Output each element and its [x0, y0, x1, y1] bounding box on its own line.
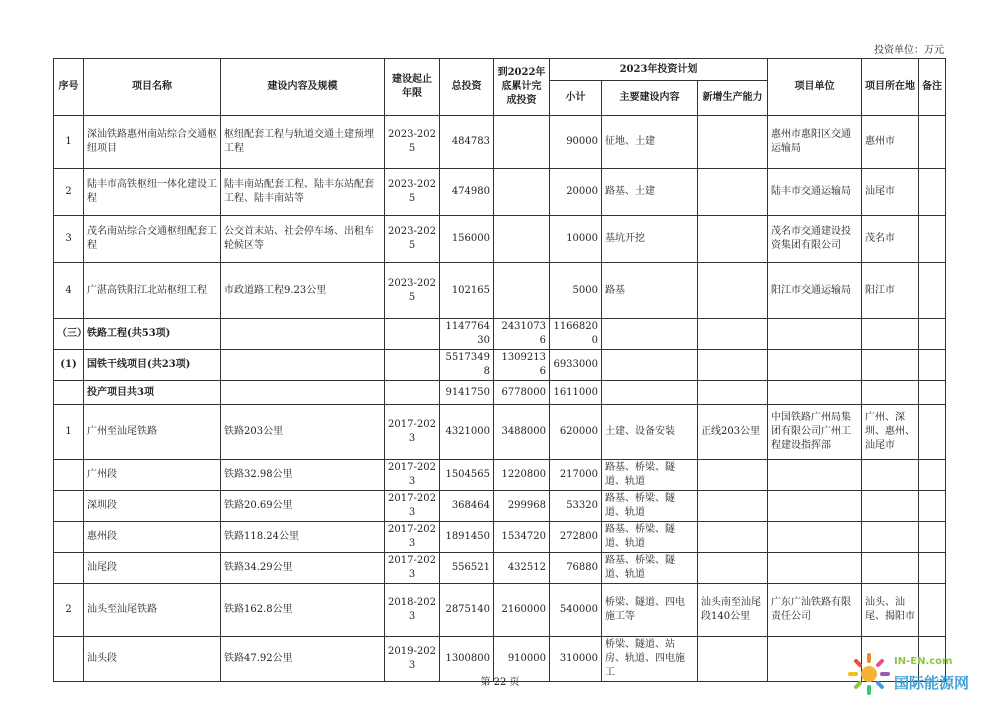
watermark-top: IN-EN.com: [894, 656, 953, 667]
cell-seq: [54, 553, 84, 584]
cell-seq: 3: [54, 216, 84, 263]
cell-unit: [768, 553, 862, 584]
table-row: [54, 319, 946, 350]
cell-total: 2875140: [440, 584, 494, 637]
cell-subtotal: 76880: [550, 553, 602, 584]
cell-content: 市政道路工程9.23公里: [221, 263, 385, 319]
table-row: [54, 553, 946, 584]
cell-capacity: [698, 319, 768, 350]
cell-name: 广湛高铁阳江北站枢纽工程: [84, 263, 221, 319]
cell-subtotal: 272800: [550, 522, 602, 553]
cell-location: 汕尾市: [862, 169, 919, 216]
cell-total: 4321000: [440, 405, 494, 460]
cell-cumulative: 3488000: [494, 405, 550, 460]
cell-unit: [768, 319, 862, 350]
cell-location: [862, 350, 919, 381]
cell-content: 铁路20.69公里: [221, 491, 385, 522]
cell-cumulative: 24310736: [494, 319, 550, 350]
cell-capacity: [698, 216, 768, 263]
cell-period: 2017-2023: [385, 491, 440, 522]
cell-remark: [919, 216, 946, 263]
cell-location: 广州、深圳、惠州、汕尾市: [862, 405, 919, 460]
table-row: [54, 116, 946, 169]
cell-cumulative: [494, 263, 550, 319]
cell-name: 深汕铁路惠州南站综合交通枢纽项目: [84, 116, 221, 169]
cell-total: 1891450: [440, 522, 494, 553]
cell-location: [862, 381, 919, 405]
cell-main-content: 路基、桥梁、隧道、轨道: [602, 522, 698, 553]
unit-label: 投资单位：万元: [874, 45, 944, 56]
cell-subtotal: 10000: [550, 216, 602, 263]
cell-remark: [919, 319, 946, 350]
cell-cumulative: 299968: [494, 491, 550, 522]
cell-unit: 茂名市交通建设投资集团有限公司: [768, 216, 862, 263]
header-location: 项目所在地: [862, 59, 919, 116]
cell-subtotal: 90000: [550, 116, 602, 169]
header-period: 建设起止年限: [385, 59, 440, 116]
cell-location: 阳江市: [862, 263, 919, 319]
cell-total: 156000: [440, 216, 494, 263]
cell-subtotal: 53320: [550, 491, 602, 522]
cell-period: [385, 319, 440, 350]
watermark-bottom: 国际能源网: [894, 674, 970, 692]
cell-unit: 惠州市惠阳区交通运输局: [768, 116, 862, 169]
cell-location: [862, 319, 919, 350]
cell-capacity: [698, 381, 768, 405]
cell-total: 114776430: [440, 319, 494, 350]
cell-content: 公交首末站、社会停车场、出租车轮候区等: [221, 216, 385, 263]
cell-remark: [919, 522, 946, 553]
cell-seq: 4: [54, 263, 84, 319]
cell-seq: （三）: [54, 319, 84, 350]
cell-location: [862, 460, 919, 491]
cell-seq: 2: [54, 169, 84, 216]
cell-cumulative: [494, 169, 550, 216]
cell-subtotal: 1611000: [550, 381, 602, 405]
cell-name: 茂名南站综合交通枢纽配套工程: [84, 216, 221, 263]
cell-capacity: [698, 116, 768, 169]
cell-remark: [919, 553, 946, 584]
cell-name: 广州至汕尾铁路: [84, 405, 221, 460]
cell-period: 2018-2023: [385, 584, 440, 637]
cell-capacity: 正线203公里: [698, 405, 768, 460]
cell-remark: [919, 350, 946, 381]
header-total: 总投资: [440, 59, 494, 116]
cell-seq: [54, 491, 84, 522]
cell-total: 484783: [440, 116, 494, 169]
cell-cumulative: 910000: [494, 637, 550, 682]
cell-period: 2017-2023: [385, 405, 440, 460]
header-name: 项目名称: [84, 59, 221, 116]
cell-name: 陆丰市高铁枢纽一体化建设工程: [84, 169, 221, 216]
cell-period: 2017-2023: [385, 460, 440, 491]
cell-seq: 1: [54, 116, 84, 169]
cell-cumulative: 13092136: [494, 350, 550, 381]
cell-period: 2023-2025: [385, 263, 440, 319]
cell-content: 铁路47.92公里: [221, 637, 385, 682]
table-row: [54, 460, 946, 491]
cell-main-content: [602, 381, 698, 405]
cell-capacity: [698, 263, 768, 319]
cell-location: [862, 491, 919, 522]
cell-unit: [768, 381, 862, 405]
cell-subtotal: 620000: [550, 405, 602, 460]
cell-total: 102165: [440, 263, 494, 319]
cell-remark: [919, 116, 946, 169]
cell-period: [385, 381, 440, 405]
cell-main-content: 路基、桥梁、隧道、轨道: [602, 491, 698, 522]
cell-total: 368464: [440, 491, 494, 522]
cell-name: 汕头至汕尾铁路: [84, 584, 221, 637]
cell-remark: [919, 263, 946, 319]
cell-main-content: [602, 350, 698, 381]
cell-cumulative: 6778000: [494, 381, 550, 405]
table-row: [54, 216, 946, 263]
cell-cumulative: 1534720: [494, 522, 550, 553]
cell-main-content: 征地、土建: [602, 116, 698, 169]
cell-name: 国铁干线项目(共23项): [84, 350, 221, 381]
table-row: [54, 381, 946, 405]
cell-period: 2019-2023: [385, 637, 440, 682]
cell-main-content: 路基、桥梁、隧道、轨道: [602, 553, 698, 584]
cell-capacity: 汕头南至汕尾段140公里: [698, 584, 768, 637]
cell-location: [862, 522, 919, 553]
header-content: 建设内容及规模: [221, 59, 385, 116]
cell-period: 2023-2025: [385, 169, 440, 216]
header-capacity: 新增生产能力: [698, 81, 768, 116]
cell-subtotal: 310000: [550, 637, 602, 682]
sun-logo-icon: [848, 652, 890, 700]
cell-location: 惠州市: [862, 116, 919, 169]
cell-remark: [919, 381, 946, 405]
cell-capacity: [698, 491, 768, 522]
cell-subtotal: 6933000: [550, 350, 602, 381]
cell-total: 55173498: [440, 350, 494, 381]
cell-main-content: 桥梁、隧道、站房、轨道、四电施工: [602, 637, 698, 682]
cell-cumulative: [494, 116, 550, 169]
cell-location: 汕头、汕尾、揭阳市: [862, 584, 919, 637]
cell-period: 2023-2025: [385, 116, 440, 169]
cell-capacity: [698, 460, 768, 491]
cell-content: 铁路34.29公里: [221, 553, 385, 584]
cell-remark: [919, 169, 946, 216]
cell-location: 茂名市: [862, 216, 919, 263]
header-seq: 序号: [54, 59, 84, 116]
cell-name: 深圳段: [84, 491, 221, 522]
cell-remark: [919, 491, 946, 522]
cell-name: 广州段: [84, 460, 221, 491]
cell-total: 474980: [440, 169, 494, 216]
cell-main-content: [602, 319, 698, 350]
cell-capacity: [698, 350, 768, 381]
cell-capacity: [698, 522, 768, 553]
cell-content: 陆丰南站配套工程、陆丰东站配套工程、陆丰南站等: [221, 169, 385, 216]
cell-content: 铁路118.24公里: [221, 522, 385, 553]
table-row: [54, 169, 946, 216]
cell-period: [385, 350, 440, 381]
cell-total: 9141750: [440, 381, 494, 405]
header-plan2023: 2023年投资计划: [550, 59, 768, 81]
cell-content: 铁路162.8公里: [221, 584, 385, 637]
cell-period: 2017-2023: [385, 553, 440, 584]
cell-main-content: 土建、设备安装: [602, 405, 698, 460]
cell-content: [221, 381, 385, 405]
cell-unit: [768, 350, 862, 381]
cell-seq: (1): [54, 350, 84, 381]
cell-main-content: 路基、土建: [602, 169, 698, 216]
table-row: [54, 405, 946, 460]
cell-total: 1300800: [440, 637, 494, 682]
table-row: [54, 263, 946, 319]
cell-subtotal: 11668200: [550, 319, 602, 350]
cell-unit: 中国铁路广州局集团有限公司广州工程建设指挥部: [768, 405, 862, 460]
header-cumulative: 到2022年底累计完成投资: [494, 59, 550, 116]
cell-content: 铁路203公里: [221, 405, 385, 460]
page-footer: 第 22 页: [480, 677, 520, 688]
cell-unit: [768, 522, 862, 553]
table-row: [54, 350, 946, 381]
cell-capacity: [698, 169, 768, 216]
cell-seq: [54, 460, 84, 491]
cell-unit: [768, 460, 862, 491]
cell-subtotal: 5000: [550, 263, 602, 319]
table-row: [54, 491, 946, 522]
cell-capacity: [698, 553, 768, 584]
cell-content: 铁路32.98公里: [221, 460, 385, 491]
watermark: [848, 652, 988, 702]
cell-seq: 1: [54, 405, 84, 460]
cell-unit: [768, 491, 862, 522]
cell-cumulative: 2160000: [494, 584, 550, 637]
cell-period: 2023-2025: [385, 216, 440, 263]
cell-subtotal: 217000: [550, 460, 602, 491]
header-remark: 备注: [919, 59, 946, 116]
cell-unit: 广东广汕铁路有限责任公司: [768, 584, 862, 637]
table-row: [54, 584, 946, 637]
cell-cumulative: 1220800: [494, 460, 550, 491]
cell-content: [221, 350, 385, 381]
cell-main-content: 路基: [602, 263, 698, 319]
cell-cumulative: 432512: [494, 553, 550, 584]
cell-name: 汕尾段: [84, 553, 221, 584]
cell-cumulative: [494, 216, 550, 263]
cell-main-content: 桥梁、隧道、四电施工等: [602, 584, 698, 637]
cell-total: 556521: [440, 553, 494, 584]
cell-main-content: 路基、桥梁、隧道、轨道: [602, 460, 698, 491]
header-subtotal: 小计: [550, 81, 602, 116]
cell-subtotal: 20000: [550, 169, 602, 216]
cell-period: 2017-2023: [385, 522, 440, 553]
cell-remark: [919, 460, 946, 491]
cell-total: 1504565: [440, 460, 494, 491]
cell-content: 枢纽配套工程与轨道交通土建预埋工程: [221, 116, 385, 169]
cell-name: 铁路工程(共53项): [84, 319, 221, 350]
cell-remark: [919, 584, 946, 637]
cell-name: 投产项目共3项: [84, 381, 221, 405]
cell-main-content: 基坑开挖: [602, 216, 698, 263]
cell-remark: [919, 405, 946, 460]
cell-seq: 2: [54, 584, 84, 637]
cell-content: [221, 319, 385, 350]
header-unit: 项目单位: [768, 59, 862, 116]
cell-subtotal: 540000: [550, 584, 602, 637]
cell-unit: 阳江市交通运输局: [768, 263, 862, 319]
cell-unit: 陆丰市交通运输局: [768, 169, 862, 216]
table-row: [54, 522, 946, 553]
cell-name: 汕头段: [84, 637, 221, 682]
cell-location: [862, 553, 919, 584]
cell-seq: [54, 522, 84, 553]
investment-table: [53, 58, 946, 682]
cell-seq: [54, 381, 84, 405]
cell-name: 惠州段: [84, 522, 221, 553]
header-main-content: 主要建设内容: [602, 81, 698, 116]
